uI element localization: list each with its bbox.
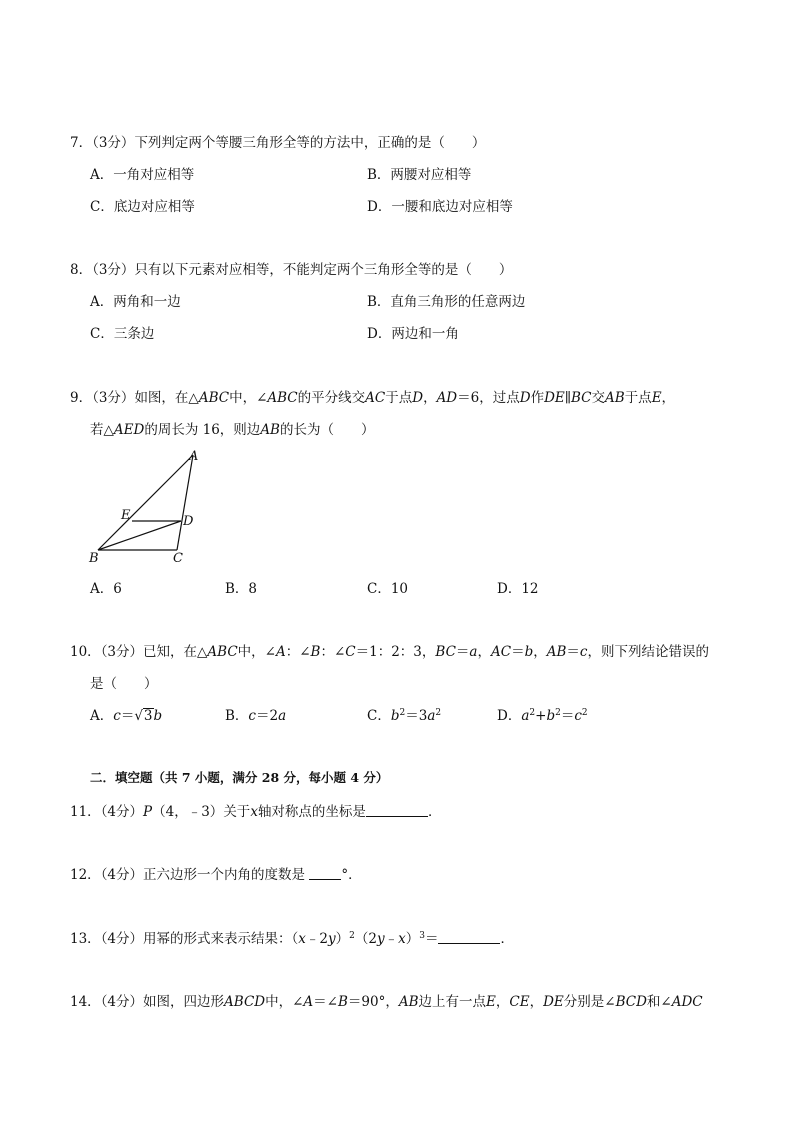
q9-option-c: C．10 <box>367 581 409 597</box>
question-9-stem-line2: 若△AED的周长为 16，则边AB的长为（ ） <box>90 422 375 438</box>
q7-option-c: C．底边对应相等 <box>90 199 195 215</box>
q8-option-b: B．直角三角形的任意两边 <box>367 294 526 310</box>
q8-option-a: A．两角和一边 <box>90 294 181 310</box>
question-13: 13．（4分）用幂的形式来表示结果：（x﹣2y）$^2$（2y﹣x）$^3$＝ ． <box>70 931 514 947</box>
section-heading: 二．填空题（共 7 小题，满分 28 分，每小题 4 分） <box>90 770 389 785</box>
q9-option-b: B．8 <box>225 581 258 597</box>
question-10-stem-line2: 是（ ） <box>90 676 158 692</box>
question-11: 11．（4分）P（4，﹣3）关于x轴对称点的坐标是 ． <box>70 804 442 820</box>
answer-blank[interactable] <box>438 931 500 944</box>
q10-option-b: B．c＝2a <box>225 708 287 724</box>
question-12: 12．（4分）正六边形一个内角的度数是 °． <box>70 867 362 883</box>
sqrt-sign: √ <box>134 708 143 724</box>
q10-option-c: C．$b^2=3a^2$ <box>367 708 442 724</box>
q7-option-b: B．两腰对应相等 <box>367 167 472 183</box>
q8-option-c: C．三条边 <box>90 326 155 342</box>
label-b: B <box>89 551 99 566</box>
question-7-stem: 7．（3分）下列判定两个等腰三角形全等的方法中，正确的是（ ） <box>70 135 486 151</box>
question-9-stem-line1: 9．（3分）如图，在△ABC中，∠ABC的平分线交AC于点D，AD＝6，过点D作DE∥BC交AB于点E， <box>70 390 676 406</box>
segment-bd <box>98 521 181 550</box>
label-c: C <box>173 551 183 566</box>
q7-option-d: D．一腰和底边对应相等 <box>367 199 513 215</box>
label-d: D <box>183 514 194 529</box>
question-14: 14．（4分）如图，四边形ABCD中，∠A＝∠B＝90°，AB边上有一点E，CE，DE分别是∠BCD和∠ADC <box>70 994 703 1010</box>
q9-option-a: A．6 <box>90 581 122 597</box>
label-a: A <box>189 449 199 464</box>
q10-option-a: A．c＝√3b <box>90 708 163 724</box>
q9-option-d: D．12 <box>497 581 539 597</box>
q9-triangle-figure <box>80 440 220 570</box>
answer-blank[interactable] <box>366 804 428 817</box>
answer-blank[interactable] <box>309 867 341 880</box>
q8-option-d: D．两边和一角 <box>367 326 459 342</box>
segment-ba <box>98 455 193 550</box>
question-10-stem-line1: 10．（3分）已知，在△ABC中，∠A：∠B：∠C＝1：2：3，BC＝a，AC＝b，AB＝c，则下列结论错误的 <box>70 644 709 660</box>
label-e: E <box>121 508 131 523</box>
question-8-stem: 8．（3分）只有以下元素对应相等，不能判定两个三角形全等的是（ ） <box>70 262 513 278</box>
q10-option-d: D．$a^2+b^2=c^2$ <box>497 708 588 724</box>
q7-option-a: A．一角对应相等 <box>90 167 195 183</box>
